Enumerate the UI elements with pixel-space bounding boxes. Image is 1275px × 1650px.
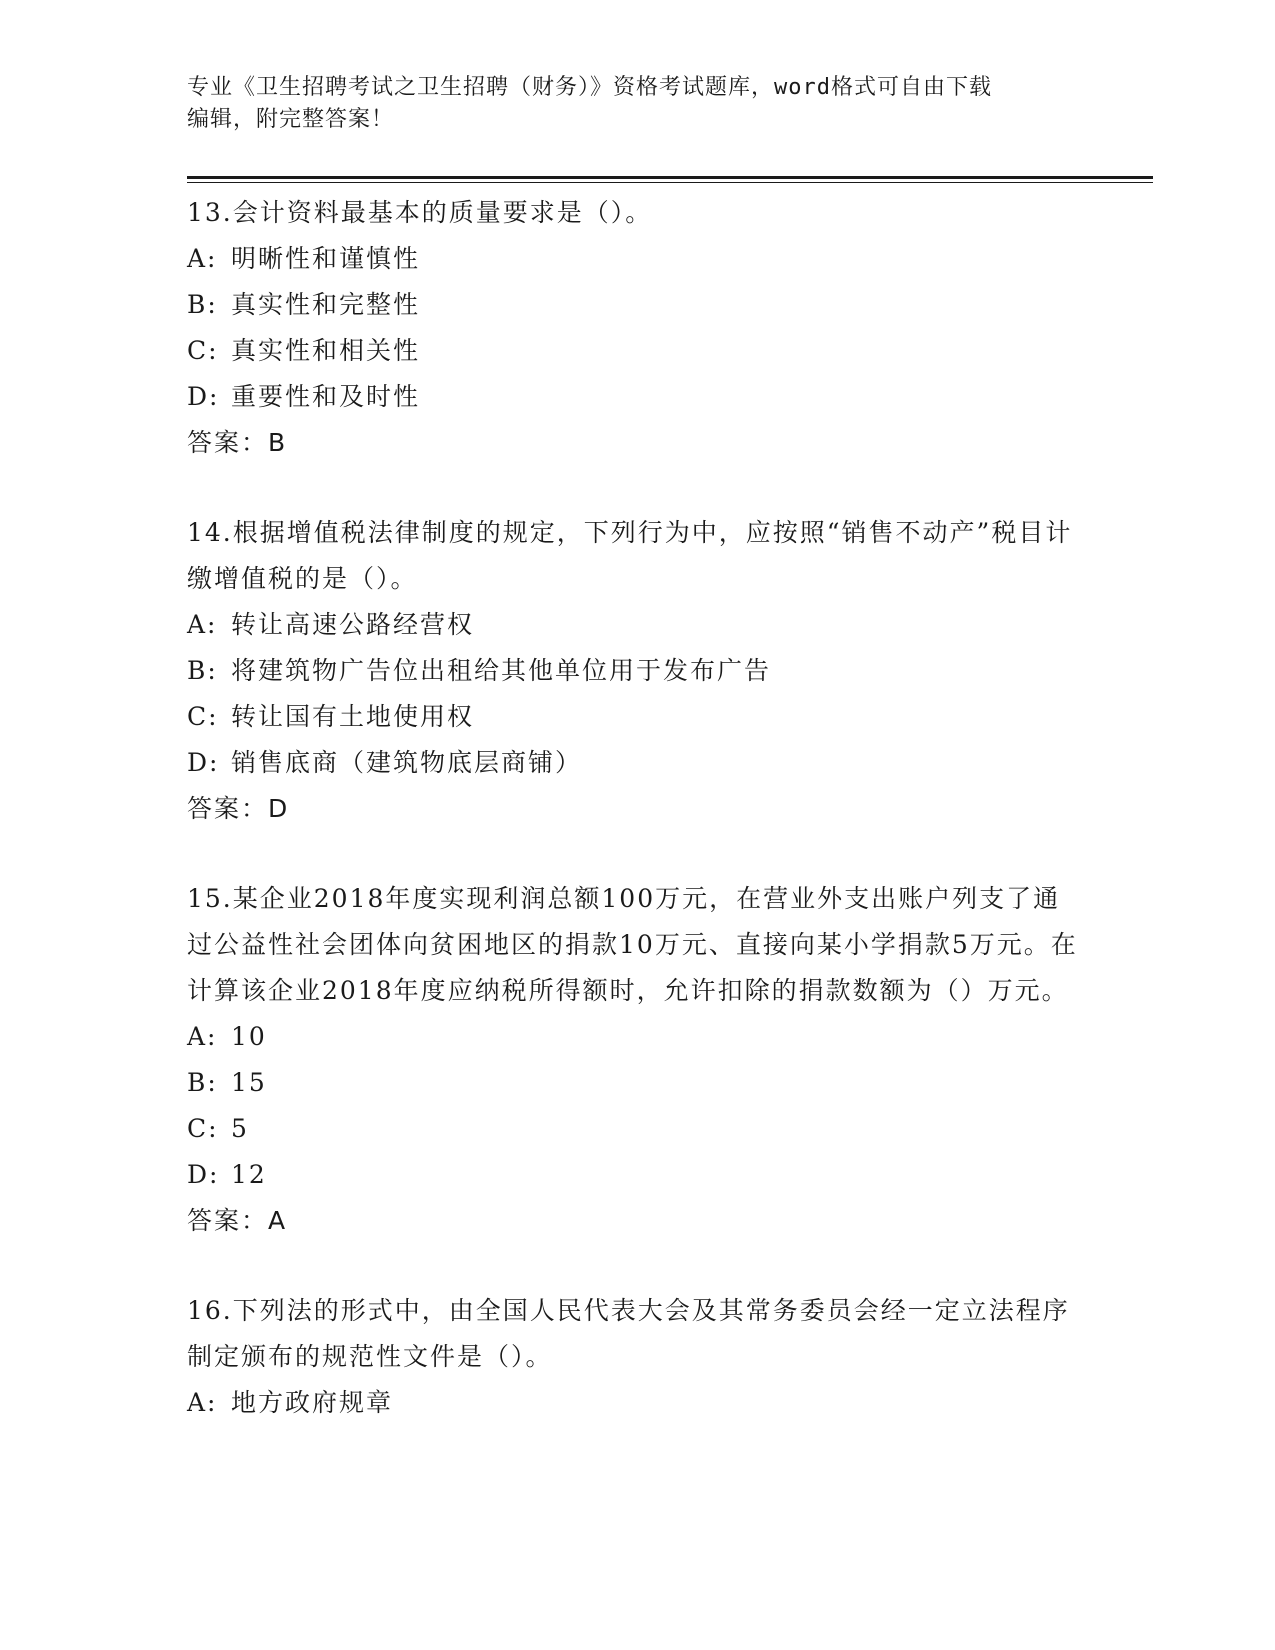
question-stem: 13.会计资料最基本的质量要求是（）。 [187,198,653,227]
option-key: C: [187,1114,219,1143]
question-13 [187,190,1087,466]
header-divider-thick [187,176,1153,179]
option-key: B: [187,290,218,319]
option-text: 5 [231,1114,249,1143]
option-a [187,1014,1087,1060]
question-stem: 14.根据增值税法律制度的规定，下列行为中，应按照“销售不动产”税目计缴增值税的是（）。 [187,518,1073,593]
option-text: 转让国有土地使用权 [231,702,475,731]
option-d [187,374,1087,420]
option-text: 地方政府规章 [231,1388,394,1417]
answer-line: 答案：A [187,1206,288,1235]
option-key: B: [187,1068,218,1097]
option-d [187,1152,1087,1198]
option-d [187,740,1087,786]
option-text: 将建筑物广告位出租给其他单位用于发布广告 [231,656,772,685]
option-text: 真实性和完整性 [231,290,421,319]
option-c [187,1106,1087,1152]
option-b [187,648,1087,694]
option-text: 重要性和及时性 [231,382,421,411]
document-header [187,72,1067,136]
option-text: 明晰性和谨慎性 [231,244,421,273]
option-key: D: [187,382,220,411]
header-divider-thin [187,182,1153,183]
option-key: A: [187,1388,218,1417]
question-stem: 15.某企业2018年度实现利润总额100万元，在营业外支出账户列支了通过公益性社会团体向贫困地区的捐款10万元、直接向某小学捐款5万元。在计算该企业2018年度应纳税所得额时，允许扣除的捐款数额为（）万元。 [187,884,1078,1005]
option-key: A: [187,610,218,639]
option-key: D: [187,1160,220,1189]
option-key: C: [187,336,219,365]
question-list [187,190,1087,1470]
option-a [187,602,1087,648]
option-key: A: [187,244,218,273]
option-text: 转让高速公路经营权 [231,610,475,639]
option-key: C: [187,702,219,731]
option-text: 10 [231,1022,267,1051]
option-key: B: [187,656,218,685]
answer-line: 答案：D [187,794,290,823]
question-stem: 16.下列法的形式中，由全国人民代表大会及其常务委员会经一定立法程序制定颁布的规范性文件是（）。 [187,1296,1070,1371]
option-text: 销售底商（建筑物底层商铺） [231,748,583,777]
question-14 [187,510,1087,832]
header-line-1: 专业《卫生招聘考试之卫生招聘（财务）》资格考试题库，word格式可自由下载 [187,75,992,100]
option-b [187,282,1087,328]
answer-line: 答案：B [187,428,288,457]
option-a [187,236,1087,282]
option-a [187,1380,1087,1426]
option-b [187,1060,1087,1106]
option-c [187,328,1087,374]
option-text: 12 [231,1160,267,1189]
option-text: 真实性和相关性 [231,336,421,365]
question-15 [187,876,1087,1244]
question-16 [187,1288,1087,1426]
option-text: 15 [231,1068,267,1097]
header-line-2: 编辑，附完整答案！ [187,107,395,132]
option-c [187,694,1087,740]
option-key: D: [187,748,220,777]
option-key: A: [187,1022,218,1051]
